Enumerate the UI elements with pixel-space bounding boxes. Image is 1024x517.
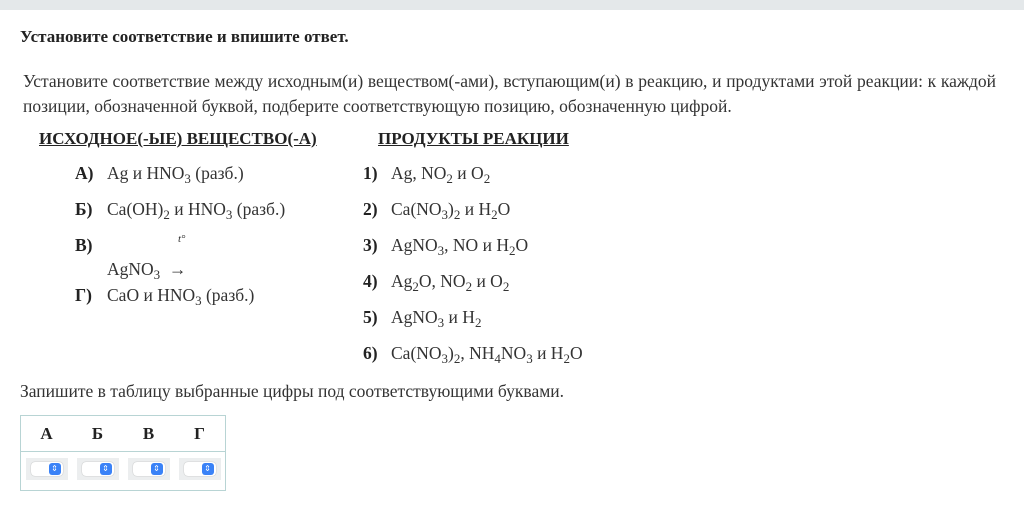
formula-text: и H bbox=[444, 307, 475, 327]
answer-select-wrapper bbox=[179, 458, 221, 480]
item-label: 3) bbox=[363, 235, 378, 255]
subscript: 2 bbox=[163, 207, 170, 222]
column-header: В bbox=[123, 416, 174, 452]
subscript: 2 bbox=[563, 351, 570, 366]
formula-text: O bbox=[515, 235, 529, 255]
subscript: 2 bbox=[453, 207, 461, 222]
formula-text: и O bbox=[452, 163, 484, 183]
formula-text: NO bbox=[500, 343, 527, 363]
column-header: Г bbox=[174, 416, 226, 452]
formula-text: ) bbox=[448, 343, 454, 363]
item-label: 6) bbox=[363, 343, 378, 363]
products-header: ПРОДУКТЫ РЕАКЦИИ bbox=[378, 129, 569, 148]
subscript: 3 bbox=[441, 207, 449, 222]
formula bbox=[391, 271, 509, 292]
subscript: 3 bbox=[437, 315, 445, 330]
formula bbox=[391, 163, 490, 184]
formula-text: Ag, NO bbox=[391, 163, 447, 183]
subscript: 3 bbox=[437, 243, 445, 258]
task-title: Установите соответствие и впишите ответ. bbox=[20, 27, 349, 46]
formula bbox=[391, 199, 510, 220]
answer-select[interactable] bbox=[31, 462, 63, 476]
formula-text: Ag и HNO bbox=[107, 163, 185, 183]
formula-text: CaO и HNO bbox=[107, 285, 196, 305]
formula bbox=[391, 235, 528, 256]
item-label: 5) bbox=[363, 307, 378, 327]
item-label: Б) bbox=[75, 199, 93, 219]
item-label: 1) bbox=[363, 163, 378, 183]
answer-select[interactable] bbox=[133, 462, 165, 476]
formula-text: Ca(OH) bbox=[107, 199, 164, 219]
column-header: Б bbox=[72, 416, 123, 452]
top-bar bbox=[0, 0, 1024, 10]
select-arrows-icon: ⇕ bbox=[49, 463, 61, 475]
formula bbox=[107, 285, 254, 306]
subscript: 3 bbox=[195, 293, 202, 308]
answer-cell bbox=[21, 452, 73, 491]
subscript: 2 bbox=[502, 279, 510, 294]
item-label: Г) bbox=[75, 285, 92, 305]
formula-text: и H bbox=[532, 343, 564, 363]
formula-text: Ca(NO bbox=[391, 343, 442, 363]
formula bbox=[107, 199, 285, 220]
item-label: 4) bbox=[363, 271, 378, 291]
subscript: 2 bbox=[465, 279, 473, 294]
formula-text: AgNO bbox=[391, 235, 438, 255]
item-label: В) bbox=[75, 235, 93, 255]
answer-cell bbox=[123, 452, 174, 491]
formula bbox=[391, 307, 481, 328]
formula bbox=[391, 343, 583, 364]
formula-text: (разб.) bbox=[232, 199, 286, 219]
formula-text: (разб.) bbox=[201, 285, 255, 305]
formula-text: , NO и H bbox=[444, 235, 509, 255]
task-instruction: Установите соответствие между исходным(и) веществом(-ами), вступающим(и) в реакцию, и продуктами этой реакции: к каждой позиции, обозначенной буквой, подберите соответствующую позицию, обозначенную цифрой. bbox=[23, 71, 996, 116]
formula-text: , NH bbox=[460, 343, 495, 363]
heating-condition: t° bbox=[178, 233, 186, 245]
subscript: 2 bbox=[474, 315, 482, 330]
formula-text: и O bbox=[472, 271, 503, 291]
subscript: 4 bbox=[494, 351, 501, 366]
select-arrows-icon: ⇕ bbox=[151, 463, 163, 475]
formula-text: (разб.) bbox=[190, 163, 244, 183]
answer-select-wrapper bbox=[77, 458, 119, 480]
formula-text: AgNO bbox=[107, 259, 154, 279]
subscript: 3 bbox=[184, 171, 191, 186]
subscript: 2 bbox=[491, 207, 498, 222]
item-label: 2) bbox=[363, 199, 378, 219]
formula-text: и H bbox=[460, 199, 492, 219]
select-arrows-icon: ⇕ bbox=[100, 463, 112, 475]
formula bbox=[107, 259, 186, 280]
formula bbox=[107, 163, 244, 184]
formula-text: Ag bbox=[391, 271, 413, 291]
formula-text: AgNO bbox=[391, 307, 438, 327]
subscript: 2 bbox=[508, 243, 516, 258]
answer-instruction: Запишите в таблицу выбранные цифры под соответствующими буквами. bbox=[20, 381, 565, 401]
answer-select[interactable] bbox=[184, 462, 216, 476]
subscript: 2 bbox=[483, 171, 491, 186]
reactants-header: ИСХОДНОЕ(-ЫЕ) ВЕЩЕСТВО(-А) bbox=[39, 129, 317, 148]
answer-select-wrapper bbox=[26, 458, 68, 480]
answer-cell bbox=[72, 452, 123, 491]
formula-text: O bbox=[569, 343, 583, 363]
subscript: 3 bbox=[153, 267, 161, 282]
formula-text: ) bbox=[448, 199, 454, 219]
formula-text: O, NO bbox=[418, 271, 466, 291]
answer-cell bbox=[174, 452, 226, 491]
answer-select[interactable] bbox=[82, 462, 114, 476]
subscript: 2 bbox=[453, 351, 461, 366]
subscript: 3 bbox=[225, 207, 233, 222]
subscript: 3 bbox=[441, 351, 449, 366]
select-arrows-icon: ⇕ bbox=[202, 463, 214, 475]
subscript: 2 bbox=[412, 279, 419, 294]
formula-text: O bbox=[497, 199, 511, 219]
formula-text: Ca(NO bbox=[391, 199, 442, 219]
subscript: 3 bbox=[526, 351, 533, 366]
item-label: А) bbox=[75, 163, 94, 183]
column-header: А bbox=[21, 416, 73, 452]
answer-table bbox=[20, 415, 226, 491]
formula-text: и HNO bbox=[169, 199, 226, 219]
formula-text: → bbox=[160, 259, 187, 279]
answer-select-wrapper bbox=[128, 458, 170, 480]
subscript: 2 bbox=[446, 171, 453, 186]
